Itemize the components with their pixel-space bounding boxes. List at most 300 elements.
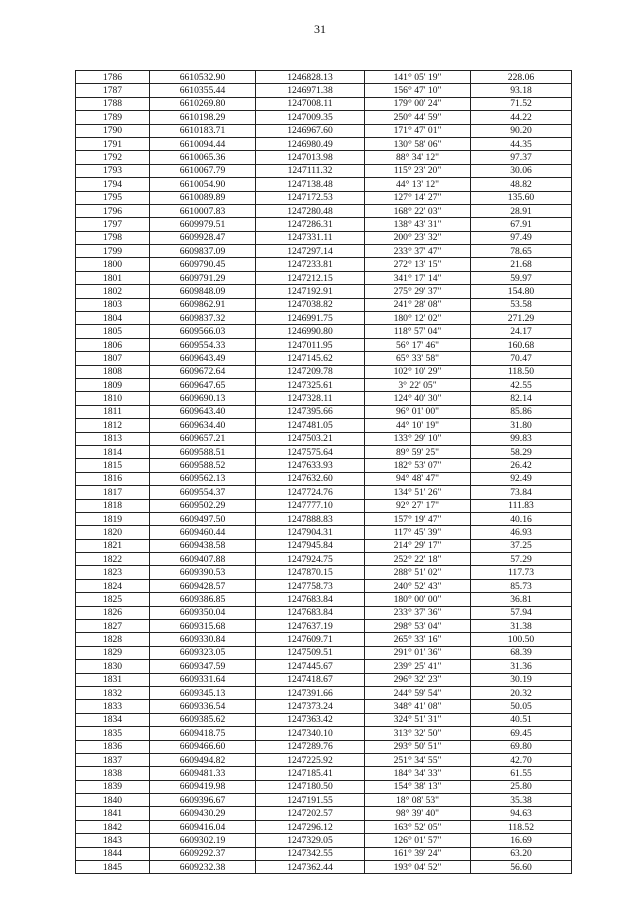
point-number-cell: 1811 — [76, 405, 150, 418]
point-number-cell: 1830 — [76, 660, 150, 673]
bearing-cell: 98° 39' 40" — [365, 807, 471, 820]
distance-cell: 93.18 — [471, 84, 572, 97]
distance-cell: 90.20 — [471, 124, 572, 137]
x-coordinate-cell: 6609292.37 — [150, 847, 256, 860]
bearing-cell: 241° 28' 08" — [365, 298, 471, 311]
y-coordinate-cell: 1247145.62 — [256, 352, 365, 365]
y-coordinate-cell: 1247138.48 — [256, 178, 365, 191]
bearing-cell: 272° 13' 15" — [365, 258, 471, 271]
bearing-cell: 179° 00' 24" — [365, 97, 471, 110]
table-row — [76, 285, 572, 298]
table-row — [76, 405, 572, 418]
x-coordinate-cell: 6609690.13 — [150, 392, 256, 405]
table-row — [76, 620, 572, 633]
distance-cell: 117.73 — [471, 566, 572, 579]
x-coordinate-cell: 6610067.79 — [150, 164, 256, 177]
distance-cell: 37.25 — [471, 539, 572, 552]
y-coordinate-cell: 1247945.84 — [256, 539, 365, 552]
x-coordinate-cell: 6609837.09 — [150, 245, 256, 258]
x-coordinate-cell: 6609385.62 — [150, 713, 256, 726]
distance-cell: 63.20 — [471, 847, 572, 860]
table-row — [76, 767, 572, 780]
point-number-cell: 1813 — [76, 432, 150, 445]
table-row — [76, 432, 572, 445]
table-row — [76, 419, 572, 432]
x-coordinate-cell: 6609502.29 — [150, 499, 256, 512]
y-coordinate-cell: 1247038.82 — [256, 298, 365, 311]
table-row — [76, 352, 572, 365]
x-coordinate-cell: 6609419.98 — [150, 780, 256, 793]
bearing-cell: 239° 25' 41" — [365, 660, 471, 673]
point-number-cell: 1795 — [76, 191, 150, 204]
table-row — [76, 231, 572, 244]
distance-cell: 44.22 — [471, 111, 572, 124]
x-coordinate-cell: 6609418.75 — [150, 727, 256, 740]
bearing-cell: 180° 00' 00" — [365, 593, 471, 606]
bearing-cell: 156° 47' 10" — [365, 84, 471, 97]
point-number-cell: 1823 — [76, 566, 150, 579]
distance-cell: 69.80 — [471, 740, 572, 753]
point-number-cell: 1845 — [76, 861, 150, 874]
x-coordinate-cell: 6610198.29 — [150, 111, 256, 124]
distance-cell: 31.36 — [471, 660, 572, 673]
bearing-cell: 180° 12' 02" — [365, 312, 471, 325]
distance-cell: 30.19 — [471, 673, 572, 686]
x-coordinate-cell: 6609323.05 — [150, 646, 256, 659]
x-coordinate-cell: 6610355.44 — [150, 84, 256, 97]
bearing-cell: 157° 19' 47" — [365, 512, 471, 525]
y-coordinate-cell: 1247395.66 — [256, 405, 365, 418]
y-coordinate-cell: 1247225.92 — [256, 753, 365, 766]
bearing-cell: 89° 59' 25" — [365, 445, 471, 458]
bearing-cell: 324° 51' 31" — [365, 713, 471, 726]
y-coordinate-cell: 1247342.55 — [256, 847, 365, 860]
distance-cell: 118.52 — [471, 820, 572, 833]
bearing-cell: 88° 34' 12" — [365, 151, 471, 164]
table-row — [76, 807, 572, 820]
bearing-cell: 3° 22' 05" — [365, 378, 471, 391]
table-row — [76, 204, 572, 217]
y-coordinate-cell: 1247172.53 — [256, 191, 365, 204]
y-coordinate-cell: 1247924.75 — [256, 553, 365, 566]
distance-cell: 94.63 — [471, 807, 572, 820]
bearing-cell: 138° 43' 31" — [365, 218, 471, 231]
table-row — [76, 727, 572, 740]
distance-cell: 40.16 — [471, 512, 572, 525]
point-number-cell: 1788 — [76, 97, 150, 110]
bearing-cell: 293° 50' 51" — [365, 740, 471, 753]
point-number-cell: 1839 — [76, 780, 150, 793]
table-row — [76, 700, 572, 713]
table-row — [76, 834, 572, 847]
bearing-cell: 44° 10' 19" — [365, 419, 471, 432]
y-coordinate-cell: 1247363.42 — [256, 713, 365, 726]
x-coordinate-cell: 6609588.51 — [150, 445, 256, 458]
distance-cell: 135.60 — [471, 191, 572, 204]
table-row — [76, 579, 572, 592]
bearing-cell: 141° 05' 19" — [365, 71, 471, 84]
table-row — [76, 459, 572, 472]
table-row — [76, 164, 572, 177]
distance-cell: 68.39 — [471, 646, 572, 659]
table-row — [76, 686, 572, 699]
distance-cell: 42.55 — [471, 378, 572, 391]
distance-cell: 40.51 — [471, 713, 572, 726]
table-row — [76, 861, 572, 874]
bearing-cell: 134° 51' 26" — [365, 486, 471, 499]
distance-cell: 24.17 — [471, 325, 572, 338]
y-coordinate-cell: 1247325.61 — [256, 378, 365, 391]
table-row — [76, 218, 572, 231]
x-coordinate-cell: 6609588.52 — [150, 459, 256, 472]
point-number-cell: 1810 — [76, 392, 150, 405]
point-number-cell: 1791 — [76, 137, 150, 150]
bearing-cell: 298° 53' 04" — [365, 620, 471, 633]
table-row — [76, 472, 572, 485]
table-row — [76, 660, 572, 673]
x-coordinate-cell: 6609407.88 — [150, 553, 256, 566]
y-coordinate-cell: 1247509.51 — [256, 646, 365, 659]
x-coordinate-cell: 6609791.29 — [150, 271, 256, 284]
table-row — [76, 606, 572, 619]
bearing-cell: 161° 39' 24" — [365, 847, 471, 860]
table-row — [76, 325, 572, 338]
point-number-cell: 1790 — [76, 124, 150, 137]
bearing-cell: 92° 27' 17" — [365, 499, 471, 512]
distance-cell: 73.84 — [471, 486, 572, 499]
distance-cell: 69.45 — [471, 727, 572, 740]
distance-cell: 21.68 — [471, 258, 572, 271]
x-coordinate-cell: 6609979.51 — [150, 218, 256, 231]
point-number-cell: 1799 — [76, 245, 150, 258]
x-coordinate-cell: 6609232.38 — [150, 861, 256, 874]
x-coordinate-cell: 6609554.37 — [150, 486, 256, 499]
point-number-cell: 1821 — [76, 539, 150, 552]
distance-cell: 61.55 — [471, 767, 572, 780]
table-row — [76, 245, 572, 258]
y-coordinate-cell: 1247013.98 — [256, 151, 365, 164]
bearing-cell: 96° 01' 00" — [365, 405, 471, 418]
point-number-cell: 1805 — [76, 325, 150, 338]
y-coordinate-cell: 1247362.44 — [256, 861, 365, 874]
table-row — [76, 499, 572, 512]
bearing-cell: 182° 53' 07" — [365, 459, 471, 472]
table-row — [76, 392, 572, 405]
x-coordinate-cell: 6609315.68 — [150, 620, 256, 633]
x-coordinate-cell: 6609634.40 — [150, 419, 256, 432]
distance-cell: 20.32 — [471, 686, 572, 699]
point-number-cell: 1809 — [76, 378, 150, 391]
y-coordinate-cell: 1247888.83 — [256, 512, 365, 525]
point-number-cell: 1794 — [76, 178, 150, 191]
table-row — [76, 178, 572, 191]
y-coordinate-cell: 1247202.57 — [256, 807, 365, 820]
distance-cell: 42.70 — [471, 753, 572, 766]
x-coordinate-cell: 6609460.44 — [150, 526, 256, 539]
y-coordinate-cell: 1247418.67 — [256, 673, 365, 686]
point-number-cell: 1816 — [76, 472, 150, 485]
bearing-cell: 348° 41' 08" — [365, 700, 471, 713]
bearing-cell: 233° 37' 36" — [365, 606, 471, 619]
table-row — [76, 151, 572, 164]
distance-cell: 228.06 — [471, 71, 572, 84]
x-coordinate-cell: 6609345.13 — [150, 686, 256, 699]
bearing-cell: 291° 01' 36" — [365, 646, 471, 659]
table-row — [76, 646, 572, 659]
coordinates-table-body — [76, 71, 572, 874]
x-coordinate-cell: 6609330.84 — [150, 633, 256, 646]
x-coordinate-cell: 6609390.53 — [150, 566, 256, 579]
distance-cell: 78.65 — [471, 245, 572, 258]
table-row — [76, 780, 572, 793]
y-coordinate-cell: 1247191.55 — [256, 794, 365, 807]
table-row — [76, 713, 572, 726]
bearing-cell: 184° 34' 33" — [365, 767, 471, 780]
y-coordinate-cell: 1247777.10 — [256, 499, 365, 512]
point-number-cell: 1815 — [76, 459, 150, 472]
x-coordinate-cell: 6609643.49 — [150, 352, 256, 365]
point-number-cell: 1824 — [76, 579, 150, 592]
distance-cell: 100.50 — [471, 633, 572, 646]
table-row — [76, 526, 572, 539]
point-number-cell: 1836 — [76, 740, 150, 753]
x-coordinate-cell: 6609350.04 — [150, 606, 256, 619]
distance-cell: 97.49 — [471, 231, 572, 244]
point-number-cell: 1822 — [76, 553, 150, 566]
table-row — [76, 593, 572, 606]
table-row — [76, 753, 572, 766]
point-number-cell: 1787 — [76, 84, 150, 97]
x-coordinate-cell: 6609562.13 — [150, 472, 256, 485]
point-number-cell: 1828 — [76, 633, 150, 646]
table-row — [76, 124, 572, 137]
bearing-cell: 233° 37' 47" — [365, 245, 471, 258]
x-coordinate-cell: 6609566.03 — [150, 325, 256, 338]
distance-cell: 85.86 — [471, 405, 572, 418]
table-row — [76, 84, 572, 97]
point-number-cell: 1841 — [76, 807, 150, 820]
x-coordinate-cell: 6609331.64 — [150, 673, 256, 686]
bearing-cell: 313° 32' 50" — [365, 727, 471, 740]
point-number-cell: 1834 — [76, 713, 150, 726]
distance-cell: 71.52 — [471, 97, 572, 110]
point-number-cell: 1793 — [76, 164, 150, 177]
bearing-cell: 163° 52' 05" — [365, 820, 471, 833]
x-coordinate-cell: 6610054.90 — [150, 178, 256, 191]
y-coordinate-cell: 1247297.14 — [256, 245, 365, 258]
point-number-cell: 1801 — [76, 271, 150, 284]
table-row — [76, 258, 572, 271]
y-coordinate-cell: 1247683.84 — [256, 593, 365, 606]
point-number-cell: 1829 — [76, 646, 150, 659]
table-row — [76, 553, 572, 566]
table-row — [76, 486, 572, 499]
point-number-cell: 1803 — [76, 298, 150, 311]
point-number-cell: 1800 — [76, 258, 150, 271]
distance-cell: 48.82 — [471, 178, 572, 191]
table-row — [76, 794, 572, 807]
bearing-cell: 288° 51' 02" — [365, 566, 471, 579]
point-number-cell: 1807 — [76, 352, 150, 365]
distance-cell: 154.80 — [471, 285, 572, 298]
y-coordinate-cell: 1247870.15 — [256, 566, 365, 579]
distance-cell: 67.91 — [471, 218, 572, 231]
point-number-cell: 1806 — [76, 338, 150, 351]
table-row — [76, 191, 572, 204]
table-row — [76, 566, 572, 579]
y-coordinate-cell: 1247009.35 — [256, 111, 365, 124]
distance-cell: 36.81 — [471, 593, 572, 606]
table-row — [76, 71, 572, 84]
y-coordinate-cell: 1247340.10 — [256, 727, 365, 740]
distance-cell: 50.05 — [471, 700, 572, 713]
distance-cell: 59.97 — [471, 271, 572, 284]
bearing-cell: 118° 57' 04" — [365, 325, 471, 338]
point-number-cell: 1844 — [76, 847, 150, 860]
bearing-cell: 18° 08' 53" — [365, 794, 471, 807]
x-coordinate-cell: 6609497.50 — [150, 512, 256, 525]
table-row — [76, 312, 572, 325]
point-number-cell: 1819 — [76, 512, 150, 525]
x-coordinate-cell: 6609430.29 — [150, 807, 256, 820]
y-coordinate-cell: 1247286.31 — [256, 218, 365, 231]
point-number-cell: 1820 — [76, 526, 150, 539]
y-coordinate-cell: 1247609.71 — [256, 633, 365, 646]
distance-cell: 85.73 — [471, 579, 572, 592]
bearing-cell: 154° 38' 13" — [365, 780, 471, 793]
distance-cell: 57.94 — [471, 606, 572, 619]
bearing-cell: 44° 13' 12" — [365, 178, 471, 191]
table-row — [76, 820, 572, 833]
y-coordinate-cell: 1247192.91 — [256, 285, 365, 298]
x-coordinate-cell: 6609928.47 — [150, 231, 256, 244]
x-coordinate-cell: 6610532.90 — [150, 71, 256, 84]
coordinates-table — [75, 70, 572, 874]
x-coordinate-cell: 6609554.33 — [150, 338, 256, 351]
distance-cell: 118.50 — [471, 365, 572, 378]
bearing-cell: 244° 59' 54" — [365, 686, 471, 699]
x-coordinate-cell: 6609416.04 — [150, 820, 256, 833]
table-row — [76, 673, 572, 686]
y-coordinate-cell: 1247575.64 — [256, 445, 365, 458]
distance-cell: 82.14 — [471, 392, 572, 405]
y-coordinate-cell: 1247637.19 — [256, 620, 365, 633]
y-coordinate-cell: 1246828.13 — [256, 71, 365, 84]
point-number-cell: 1798 — [76, 231, 150, 244]
distance-cell: 53.58 — [471, 298, 572, 311]
y-coordinate-cell: 1247296.12 — [256, 820, 365, 833]
distance-cell: 30.06 — [471, 164, 572, 177]
point-number-cell: 1827 — [76, 620, 150, 633]
y-coordinate-cell: 1247280.48 — [256, 204, 365, 217]
point-number-cell: 1808 — [76, 365, 150, 378]
x-coordinate-cell: 6609347.59 — [150, 660, 256, 673]
x-coordinate-cell: 6609657.21 — [150, 432, 256, 445]
distance-cell: 160.68 — [471, 338, 572, 351]
point-number-cell: 1786 — [76, 71, 150, 84]
table-row — [76, 740, 572, 753]
bearing-cell: 341° 17' 14" — [365, 271, 471, 284]
distance-cell: 56.60 — [471, 861, 572, 874]
distance-cell: 31.80 — [471, 419, 572, 432]
y-coordinate-cell: 1247481.05 — [256, 419, 365, 432]
y-coordinate-cell: 1247904.31 — [256, 526, 365, 539]
table-row — [76, 512, 572, 525]
y-coordinate-cell: 1247180.50 — [256, 780, 365, 793]
table-row — [76, 338, 572, 351]
point-number-cell: 1838 — [76, 767, 150, 780]
bearing-cell: 115° 23' 20" — [365, 164, 471, 177]
x-coordinate-cell: 6609647.65 — [150, 378, 256, 391]
x-coordinate-cell: 6609336.54 — [150, 700, 256, 713]
y-coordinate-cell: 1247233.81 — [256, 258, 365, 271]
bearing-cell: 124° 40' 30" — [365, 392, 471, 405]
y-coordinate-cell: 1247329.05 — [256, 834, 365, 847]
distance-cell: 16.69 — [471, 834, 572, 847]
x-coordinate-cell: 6609396.67 — [150, 794, 256, 807]
y-coordinate-cell: 1246967.60 — [256, 124, 365, 137]
x-coordinate-cell: 6609481.33 — [150, 767, 256, 780]
bearing-cell: 214° 29' 17" — [365, 539, 471, 552]
x-coordinate-cell: 6609848.09 — [150, 285, 256, 298]
y-coordinate-cell: 1246971.38 — [256, 84, 365, 97]
distance-cell: 25.80 — [471, 780, 572, 793]
x-coordinate-cell: 6610269.80 — [150, 97, 256, 110]
bearing-cell: 240° 52' 43" — [365, 579, 471, 592]
y-coordinate-cell: 1247683.84 — [256, 606, 365, 619]
distance-cell: 97.37 — [471, 151, 572, 164]
bearing-cell: 265° 33' 16" — [365, 633, 471, 646]
distance-cell: 35.38 — [471, 794, 572, 807]
bearing-cell: 250° 44' 59" — [365, 111, 471, 124]
x-coordinate-cell: 6609438.58 — [150, 539, 256, 552]
y-coordinate-cell: 1247011.95 — [256, 338, 365, 351]
table-row — [76, 365, 572, 378]
point-number-cell: 1825 — [76, 593, 150, 606]
bearing-cell: 251° 34' 55" — [365, 753, 471, 766]
point-number-cell: 1812 — [76, 419, 150, 432]
point-number-cell: 1818 — [76, 499, 150, 512]
y-coordinate-cell: 1247111.32 — [256, 164, 365, 177]
y-coordinate-cell: 1247633.93 — [256, 459, 365, 472]
bearing-cell: 65° 33' 58" — [365, 352, 471, 365]
distance-cell: 99.83 — [471, 432, 572, 445]
page-number: 31 — [314, 22, 326, 36]
point-number-cell: 1817 — [76, 486, 150, 499]
x-coordinate-cell: 6609494.82 — [150, 753, 256, 766]
y-coordinate-cell: 1247373.24 — [256, 700, 365, 713]
x-coordinate-cell: 6609643.40 — [150, 405, 256, 418]
point-number-cell: 1840 — [76, 794, 150, 807]
distance-cell: 44.35 — [471, 137, 572, 150]
x-coordinate-cell: 6610089.89 — [150, 191, 256, 204]
bearing-cell: 275° 29' 37" — [365, 285, 471, 298]
point-number-cell: 1802 — [76, 285, 150, 298]
point-number-cell: 1842 — [76, 820, 150, 833]
y-coordinate-cell: 1247391.66 — [256, 686, 365, 699]
distance-cell: 46.93 — [471, 526, 572, 539]
y-coordinate-cell: 1247289.76 — [256, 740, 365, 753]
table-row — [76, 298, 572, 311]
distance-cell: 271.29 — [471, 312, 572, 325]
y-coordinate-cell: 1247724.76 — [256, 486, 365, 499]
x-coordinate-cell: 6609302.19 — [150, 834, 256, 847]
y-coordinate-cell: 1247212.15 — [256, 271, 365, 284]
table-row — [76, 137, 572, 150]
y-coordinate-cell: 1247008.11 — [256, 97, 365, 110]
point-number-cell: 1831 — [76, 673, 150, 686]
point-number-cell: 1835 — [76, 727, 150, 740]
